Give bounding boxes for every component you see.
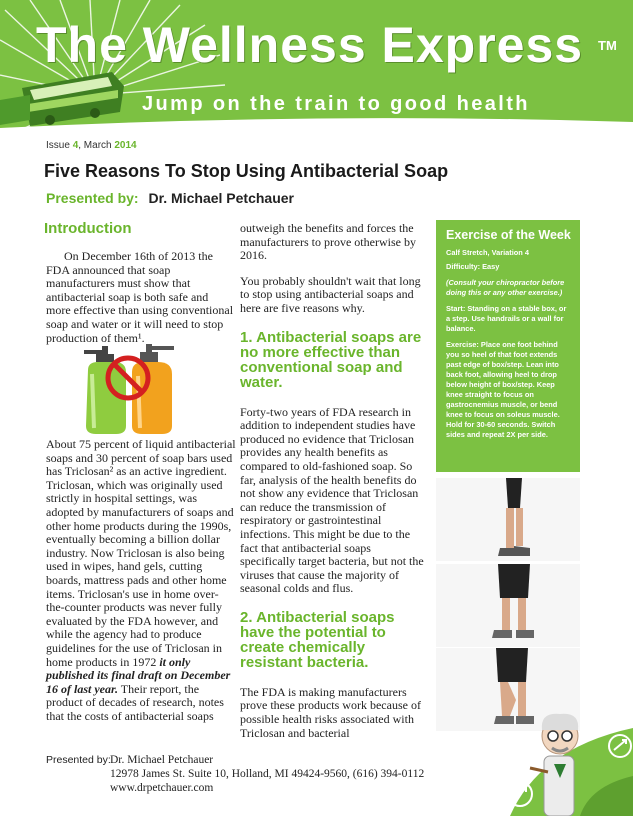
intro-para2 [46,438,236,723]
col2-para2: You probably shouldn't wait that long to stop using antibacterial soaps and here are five reasons why. [240,273,421,315]
doctor-mascot-icon [480,668,633,816]
presented-by-line [46,190,294,206]
issue-line [46,140,137,151]
presenter-name: Dr. Michael Petchauer [148,190,294,206]
reason-1-heading: 1. Antibacterial soaps are no more effective than conventional soap and water. [240,328,422,391]
exercise-sidebar [436,220,580,472]
exercise-name: Calf Stretch, Variation 4 [446,248,529,257]
intro-para1: On December 16th of 2013 the FDA announced that soap manufacturers must show that antibacterial soap is both safe and more effective than using conventional soap and water or it will need to stop production of them¹. [46,249,234,345]
col2-para1: outweigh the benefits and forces the manufacturers to prove otherwise by 2016. [240,221,416,263]
footer-presented-label: Presented by: [46,754,111,766]
footer-website[interactable]: www.drpetchauer.com [110,782,214,794]
footer-name: Dr. Michael Petchauer [110,754,214,766]
intro-heading: Introduction [44,220,132,237]
col2-para3: Forty-two years of FDA research in addition to independent studies have produced no evidence that Triclosan provides any health benefits as compared to old-fashioned soap. So far, analysis of the health benefits do not show any evidence that Triclosan can reduce the transmission of respiratory or gastrointestinal infections. This might be due to the fact that antibacterial soaps specifically target bacteria, but not the viruses that cause the majority of seasonal colds and flus. [240,404,424,596]
reason-2-heading: 2. Antibacterial soaps have the potential to create chemically resistant bacteria. [240,608,395,671]
intro-para2-end: Their report, the product of decades of research, notes that the costs of antibacterial soaps [46,681,224,723]
intro-para2-start: About 75 percent of liquid antibacterial soaps and 30 percent of soap bars used has Triclosan² as an active ingredient. Triclosan, which was originally used strictly in hospital settings, was adopted by manufacturers of soaps and other home products during the 1990s, eventually becoming a billion dollar industry. Now Triclosan is also being used in wipes, hand gels, cutting boards, mattress pads and other home items. Triclosan's use in home over-the-counter products was never fully evaluated by the FDA however, and while the agency had to produce guidelines for the use of Triclosan in home products in 1972 [46,437,236,669]
exercise-start: Start: Standing on a stable box, or a step. Use handrails or a wall for balance. [446,304,567,333]
intro-paragraph-1 [46,250,234,345]
issue-sep: , March [78,140,115,151]
masthead-tagline: Jump on the train to good health [142,93,530,115]
intro-paragraph-2 [46,438,236,723]
trademark-mark: TM [598,38,617,53]
masthead-title: The Wellness Express [36,17,584,73]
column-two [240,222,426,740]
train-icon [0,72,124,126]
masthead-banner [0,0,633,135]
footer-address: 12978 James St. Suite 10, Holland, MI 49424-9560, (616) 394-0112 [110,768,425,780]
exercise-title: Exercise of the Week [446,228,571,242]
issue-prefix: Issue [46,140,73,151]
article-title: Five Reasons To Stop Using Antibacterial Soap [44,161,449,181]
soap-bottles-icon [82,344,190,436]
intro-para2-italic: it only published its final draft on December 16 of last year. [46,654,231,696]
presented-label: Presented by: [46,190,139,206]
issue-number: 4 [72,140,79,151]
exercise-note: (Consult your chiropractor before doing this or any other exercise.) [446,278,565,297]
col2-para4: The FDA is making manufacturers prove these products work because of possible health risks associated with Triclosan and bacterial [240,684,421,740]
exercise-difficulty: Difficulty: Easy [446,262,500,271]
exercise-photo-1 [436,478,580,561]
issue-year: 2014 [114,140,137,151]
exercise-photo-2 [436,564,580,647]
exercise-instructions: Exercise: Place one foot behind you so heel of that foot extends past edge of box/step. Lean into back foot, allowing heel to drop below height of box/step. Keep knee straight to focus on gastrocnemius muscle, or bend knee to focus on soleus muscle. Hold for 30-60 seconds. Switch sides and repeat 2X per side. [446,340,560,439]
